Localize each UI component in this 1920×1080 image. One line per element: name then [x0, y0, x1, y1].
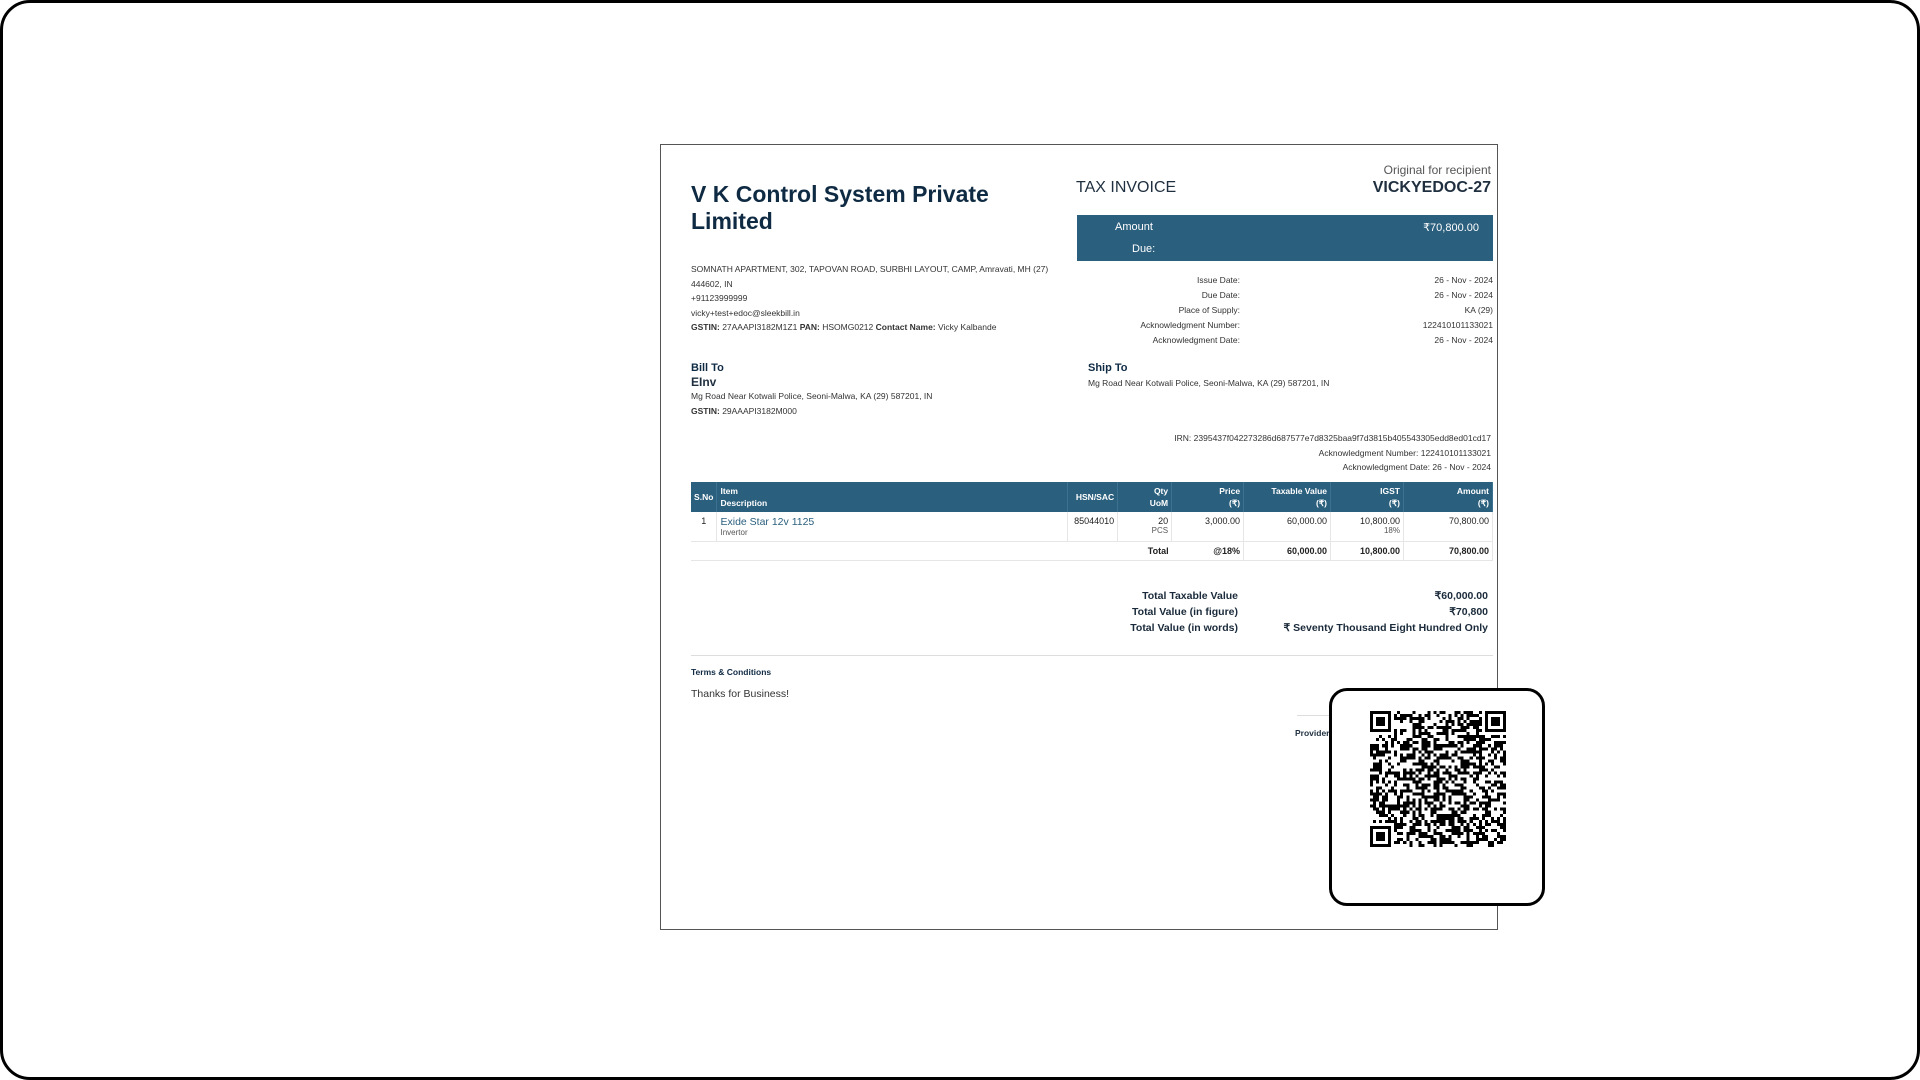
header-description-label: Description: [720, 498, 768, 508]
row-item-name: Exide Star 12v 1125: [720, 516, 815, 528]
summary-label: Total Value (in words): [1130, 622, 1238, 634]
amount-due-box: [1077, 215, 1493, 261]
total-spacer: [691, 542, 717, 561]
header-qty: [1118, 482, 1172, 512]
company-tax-line: [691, 320, 1071, 335]
row-igst-rate: 18%: [1383, 526, 1400, 535]
company-address: SOMNATH APARTMENT, 302, TAPOVAN ROAD, SURBHI LAYOUT, CAMP, Amravati, MH (27) 444602, IN: [691, 264, 1049, 289]
meta-label: Issue Date:: [1197, 275, 1240, 285]
table-row: [691, 512, 1493, 542]
company-email: vicky+test+edoc@sleekbill.in: [691, 307, 800, 318]
company-phone: +91123999999: [691, 293, 748, 304]
row-item-cell: [717, 512, 1068, 542]
meta-value: 26 - Nov - 2024: [1434, 290, 1493, 300]
row-sno: 1: [691, 512, 717, 542]
header-price-label: Price: [1219, 486, 1241, 496]
total-amount: 70,800.00: [1403, 542, 1492, 561]
meta-place-of-supply: [1077, 305, 1493, 319]
items-table: [691, 482, 1493, 561]
meta-label: Acknowledgment Number:: [1140, 320, 1240, 330]
summary-label: Total Taxable Value: [1142, 590, 1238, 602]
header-igst-label: IGST: [1380, 486, 1400, 496]
bill-to-name: EInv: [691, 375, 717, 389]
summary-value: ₹60,000.00: [1434, 590, 1488, 602]
header-amount: [1403, 482, 1492, 512]
qr-code-callout: [1329, 688, 1545, 906]
total-spacer: [1068, 542, 1118, 561]
header-igst: [1331, 482, 1404, 512]
amount-label: Amount: [1115, 221, 1153, 233]
row-igst-cell: [1331, 512, 1404, 542]
pan-label: PAN:: [799, 322, 820, 333]
header-taxable: [1244, 482, 1331, 512]
header-uom-label: UoM: [1149, 498, 1169, 508]
row-taxable: 60,000.00: [1244, 512, 1331, 542]
terms-title: Terms & Conditions: [691, 667, 772, 677]
summary-value: ₹ Seventy Thousand Eight Hundred Only: [1283, 622, 1488, 634]
header-item-label: Item: [720, 486, 738, 496]
amount-due-value: ₹70,800.00: [1423, 222, 1479, 234]
meta-value: 122410101133021: [1422, 320, 1493, 330]
ship-to-address: Mg Road Near Kotwali Police, Seoni-Malwa, KA (29) 587201, IN: [1088, 378, 1330, 388]
meta-due-date: [1077, 290, 1493, 304]
einvoice-ack-number: Acknowledgment Number: 122410101133021: [1318, 447, 1491, 458]
terms-divider: [691, 655, 1493, 656]
row-hsn: 85044010: [1068, 512, 1118, 542]
header-taxable-label: Taxable Value: [1271, 486, 1328, 496]
table-header: [691, 482, 1493, 512]
meta-label: Place of Supply:: [1178, 305, 1240, 315]
row-qty: 20: [1158, 516, 1169, 526]
ship-to-title: Ship To: [1088, 362, 1128, 374]
company-details: [691, 262, 1071, 335]
company-gstin: 27AAAPI3182M1Z1: [722, 322, 798, 333]
header-sno: S.No: [691, 482, 717, 512]
row-price: 3,000.00: [1172, 512, 1244, 542]
qr-code-icon: [1370, 711, 1506, 847]
meta-issue-date: [1077, 275, 1493, 289]
table-total-row: [691, 542, 1493, 561]
bill-to-gstin-line: [691, 404, 1071, 419]
header-igst-unit: (₹): [1388, 498, 1400, 508]
ship-to-section: [1088, 362, 1488, 391]
due-label: Due:: [1132, 243, 1156, 255]
einvoice-ack-date: Acknowledgment Date: 26 - Nov - 2024: [1342, 462, 1491, 473]
meta-label: Acknowledgment Date:: [1152, 335, 1240, 345]
meta-value: 26 - Nov - 2024: [1434, 275, 1493, 285]
einvoice-details: [1174, 431, 1491, 475]
header-taxable-unit: (₹): [1315, 498, 1328, 508]
bill-to-gstin-label: GSTIN:: [691, 405, 720, 416]
header-price-unit: (₹): [1228, 498, 1241, 508]
company-name: V K Control System Private Limited: [691, 181, 989, 234]
invoice-number: VICKYEDOC-27: [1372, 179, 1491, 196]
copy-type: Original for recipient: [1383, 163, 1491, 177]
row-uom: PCS: [1151, 526, 1169, 535]
total-taxable: 60,000.00: [1244, 542, 1331, 561]
bill-to-section: [691, 362, 1071, 418]
meta-value: 26 - Nov - 2024: [1434, 335, 1493, 345]
header-item: [717, 482, 1068, 512]
document-type: TAX INVOICE: [1076, 179, 1177, 196]
meta-label: Due Date:: [1201, 290, 1240, 300]
row-item-description: Invertor: [720, 528, 748, 537]
header-amount-unit: (₹): [1477, 498, 1489, 508]
bill-to-title: Bill To: [691, 362, 724, 374]
provider-label: Provider: [1295, 728, 1330, 738]
header-qty-label: Qty: [1153, 486, 1169, 496]
company-pan: HSOMG0212: [822, 322, 874, 333]
row-qty-cell: [1118, 512, 1172, 542]
meta-ack-number: [1077, 320, 1493, 334]
row-amount: 70,800.00: [1403, 512, 1492, 542]
header-hsn: HSN/SAC: [1068, 482, 1118, 512]
total-label: Total: [1118, 542, 1172, 561]
summary-value: ₹70,800: [1449, 606, 1488, 618]
header-price: [1172, 482, 1244, 512]
header-amount-label: Amount: [1456, 486, 1489, 496]
gstin-label: GSTIN:: [691, 322, 720, 333]
row-igst: 10,800.00: [1359, 516, 1400, 526]
total-igst: 10,800.00: [1331, 542, 1404, 561]
total-rate: @18%: [1172, 542, 1244, 561]
summary-label: Total Value (in figure): [1132, 606, 1238, 618]
irn: IRN: 2395437f042273286d687577e7d8325baa9f7d3815b405543305edd8ed01cd17: [1174, 433, 1491, 443]
meta-value: KA (29): [1464, 305, 1493, 315]
total-spacer: [717, 542, 1068, 561]
meta-ack-date: [1077, 335, 1493, 349]
terms-text: Thanks for Business!: [691, 688, 790, 700]
bill-to-address: Mg Road Near Kotwali Police, Seoni-Malwa, KA (29) 587201, IN: [691, 391, 933, 401]
contact-label: Contact Name:: [875, 322, 936, 333]
bill-to-gstin: 29AAAPI3182M000: [722, 405, 797, 416]
company-contact: Vicky Kalbande: [938, 322, 997, 333]
